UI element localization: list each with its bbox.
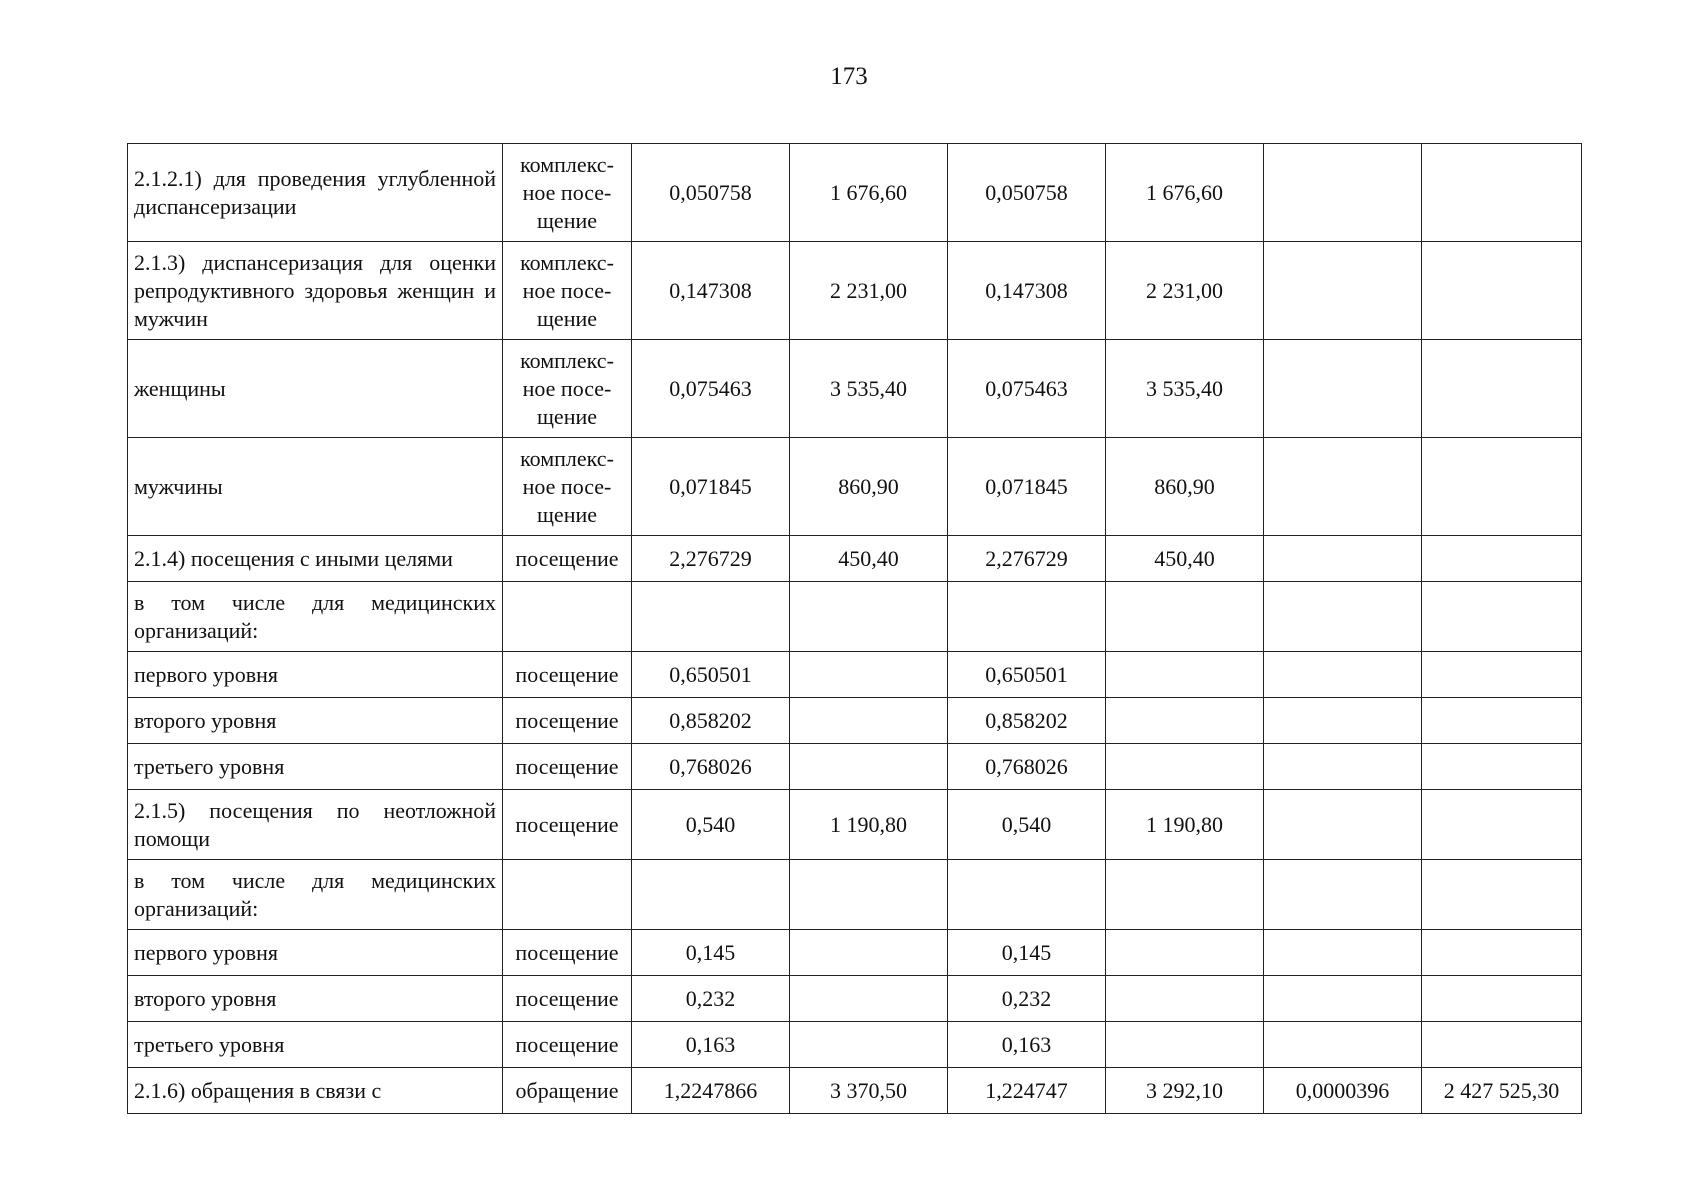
row-value-2: 450,40 bbox=[790, 536, 948, 582]
indicators-table bbox=[127, 143, 1582, 1114]
table-row bbox=[128, 930, 1582, 976]
table-row bbox=[128, 438, 1582, 536]
row-value-6 bbox=[1422, 438, 1582, 536]
row-value-6 bbox=[1422, 652, 1582, 698]
row-unit: посещение bbox=[503, 698, 632, 744]
row-value-3: 0,232 bbox=[948, 976, 1106, 1022]
row-value-1 bbox=[632, 582, 790, 652]
table-row bbox=[128, 1022, 1582, 1068]
row-value-4 bbox=[1106, 582, 1264, 652]
row-value-5 bbox=[1264, 976, 1422, 1022]
row-value-1: 0,858202 bbox=[632, 698, 790, 744]
row-value-4 bbox=[1106, 652, 1264, 698]
row-value-4 bbox=[1106, 930, 1264, 976]
table-row bbox=[128, 242, 1582, 340]
table-row bbox=[128, 340, 1582, 438]
row-value-4 bbox=[1106, 698, 1264, 744]
row-unit: посещение bbox=[503, 536, 632, 582]
row-name: третьего уровня bbox=[128, 744, 503, 790]
table-row bbox=[128, 1068, 1582, 1114]
row-value-1 bbox=[632, 860, 790, 930]
row-value-2: 2 231,00 bbox=[790, 242, 948, 340]
row-name: в том числе для медицинских организаций: bbox=[128, 582, 503, 652]
row-unit: посещение bbox=[503, 976, 632, 1022]
row-value-4: 3 292,10 bbox=[1106, 1068, 1264, 1114]
row-value-3: 2,276729 bbox=[948, 536, 1106, 582]
row-value-4: 2 231,00 bbox=[1106, 242, 1264, 340]
row-value-3: 0,147308 bbox=[948, 242, 1106, 340]
row-unit: комплексное посещение bbox=[503, 438, 632, 536]
row-value-1: 0,768026 bbox=[632, 744, 790, 790]
row-value-4: 1 190,80 bbox=[1106, 790, 1264, 860]
row-value-4 bbox=[1106, 744, 1264, 790]
row-value-5 bbox=[1264, 930, 1422, 976]
row-value-2: 860,90 bbox=[790, 438, 948, 536]
row-name: 2.1.6) обращения в связи с bbox=[128, 1068, 503, 1114]
row-value-1: 0,050758 bbox=[632, 144, 790, 242]
row-value-3: 1,224747 bbox=[948, 1068, 1106, 1114]
row-unit: комплексное посещение bbox=[503, 144, 632, 242]
row-value-2 bbox=[790, 582, 948, 652]
row-value-3: 0,071845 bbox=[948, 438, 1106, 536]
row-value-5 bbox=[1264, 860, 1422, 930]
row-value-4 bbox=[1106, 976, 1264, 1022]
row-value-6 bbox=[1422, 698, 1582, 744]
row-name: 2.1.2.1) для проведения углубленной диспансеризации bbox=[128, 144, 503, 242]
row-value-6 bbox=[1422, 242, 1582, 340]
row-name: 2.1.3) диспансеризация для оценки репродуктивного здоровья женщин и мужчин bbox=[128, 242, 503, 340]
row-value-5 bbox=[1264, 1022, 1422, 1068]
row-value-1: 0,650501 bbox=[632, 652, 790, 698]
row-unit: посещение bbox=[503, 744, 632, 790]
table-row bbox=[128, 582, 1582, 652]
row-value-5 bbox=[1264, 698, 1422, 744]
page-number: 173 bbox=[830, 63, 868, 90]
row-value-6: 2 427 525,30 bbox=[1422, 1068, 1582, 1114]
row-unit bbox=[503, 582, 632, 652]
row-unit: посещение bbox=[503, 790, 632, 860]
row-value-1: 0,163 bbox=[632, 1022, 790, 1068]
row-value-3: 0,163 bbox=[948, 1022, 1106, 1068]
row-name: второго уровня bbox=[128, 976, 503, 1022]
row-unit: комплексное посещение bbox=[503, 242, 632, 340]
row-value-5 bbox=[1264, 582, 1422, 652]
row-value-5 bbox=[1264, 242, 1422, 340]
row-unit bbox=[503, 860, 632, 930]
table-row bbox=[128, 976, 1582, 1022]
row-value-2 bbox=[790, 930, 948, 976]
row-value-6 bbox=[1422, 340, 1582, 438]
row-value-1: 1,2247866 bbox=[632, 1068, 790, 1114]
row-value-2: 1 676,60 bbox=[790, 144, 948, 242]
row-value-1: 2,276729 bbox=[632, 536, 790, 582]
row-name: 2.1.4) посещения с иными целями bbox=[128, 536, 503, 582]
row-name: мужчины bbox=[128, 438, 503, 536]
row-unit: обращение bbox=[503, 1068, 632, 1114]
table-row bbox=[128, 744, 1582, 790]
row-value-3: 0,650501 bbox=[948, 652, 1106, 698]
row-value-3 bbox=[948, 860, 1106, 930]
row-value-2: 3 370,50 bbox=[790, 1068, 948, 1114]
row-name: второго уровня bbox=[128, 698, 503, 744]
row-value-1: 0,147308 bbox=[632, 242, 790, 340]
row-value-4 bbox=[1106, 1022, 1264, 1068]
row-value-3: 0,768026 bbox=[948, 744, 1106, 790]
row-value-6 bbox=[1422, 144, 1582, 242]
row-value-2: 1 190,80 bbox=[790, 790, 948, 860]
row-value-5 bbox=[1264, 790, 1422, 860]
row-value-4: 860,90 bbox=[1106, 438, 1264, 536]
row-unit: комплексное посещение bbox=[503, 340, 632, 438]
row-value-6 bbox=[1422, 930, 1582, 976]
table-row bbox=[128, 536, 1582, 582]
row-value-5 bbox=[1264, 340, 1422, 438]
row-value-2 bbox=[790, 1022, 948, 1068]
row-value-5 bbox=[1264, 144, 1422, 242]
row-value-3: 0,050758 bbox=[948, 144, 1106, 242]
row-value-5 bbox=[1264, 438, 1422, 536]
row-value-2: 3 535,40 bbox=[790, 340, 948, 438]
row-value-2 bbox=[790, 976, 948, 1022]
row-value-5 bbox=[1264, 652, 1422, 698]
row-name: в том числе для медицинских организаций: bbox=[128, 860, 503, 930]
row-value-2 bbox=[790, 860, 948, 930]
table-row bbox=[128, 698, 1582, 744]
row-value-3 bbox=[948, 582, 1106, 652]
row-name: женщины bbox=[128, 340, 503, 438]
table-row bbox=[128, 860, 1582, 930]
table-row bbox=[128, 790, 1582, 860]
row-value-4: 1 676,60 bbox=[1106, 144, 1264, 242]
row-value-1: 0,075463 bbox=[632, 340, 790, 438]
row-value-3: 0,540 bbox=[948, 790, 1106, 860]
row-value-2 bbox=[790, 698, 948, 744]
row-value-5 bbox=[1264, 536, 1422, 582]
row-value-5: 0,0000396 bbox=[1264, 1068, 1422, 1114]
row-value-6 bbox=[1422, 582, 1582, 652]
table-row bbox=[128, 144, 1582, 242]
row-value-3: 0,145 bbox=[948, 930, 1106, 976]
row-unit: посещение bbox=[503, 1022, 632, 1068]
row-name: первого уровня bbox=[128, 930, 503, 976]
row-value-6 bbox=[1422, 860, 1582, 930]
row-name: 2.1.5) посещения по неотложной помощи bbox=[128, 790, 503, 860]
row-value-6 bbox=[1422, 1022, 1582, 1068]
row-name: первого уровня bbox=[128, 652, 503, 698]
row-value-4 bbox=[1106, 860, 1264, 930]
row-value-4: 3 535,40 bbox=[1106, 340, 1264, 438]
row-name: третьего уровня bbox=[128, 1022, 503, 1068]
row-value-6 bbox=[1422, 744, 1582, 790]
row-unit: посещение bbox=[503, 930, 632, 976]
row-value-3: 0,075463 bbox=[948, 340, 1106, 438]
row-value-6 bbox=[1422, 790, 1582, 860]
row-value-2 bbox=[790, 652, 948, 698]
row-value-1: 0,071845 bbox=[632, 438, 790, 536]
row-value-2 bbox=[790, 744, 948, 790]
row-value-3: 0,858202 bbox=[948, 698, 1106, 744]
row-value-4: 450,40 bbox=[1106, 536, 1264, 582]
row-unit: посещение bbox=[503, 652, 632, 698]
row-value-5 bbox=[1264, 744, 1422, 790]
row-value-1: 0,232 bbox=[632, 976, 790, 1022]
row-value-6 bbox=[1422, 976, 1582, 1022]
row-value-1: 0,145 bbox=[632, 930, 790, 976]
row-value-1: 0,540 bbox=[632, 790, 790, 860]
table-row bbox=[128, 652, 1582, 698]
row-value-6 bbox=[1422, 536, 1582, 582]
